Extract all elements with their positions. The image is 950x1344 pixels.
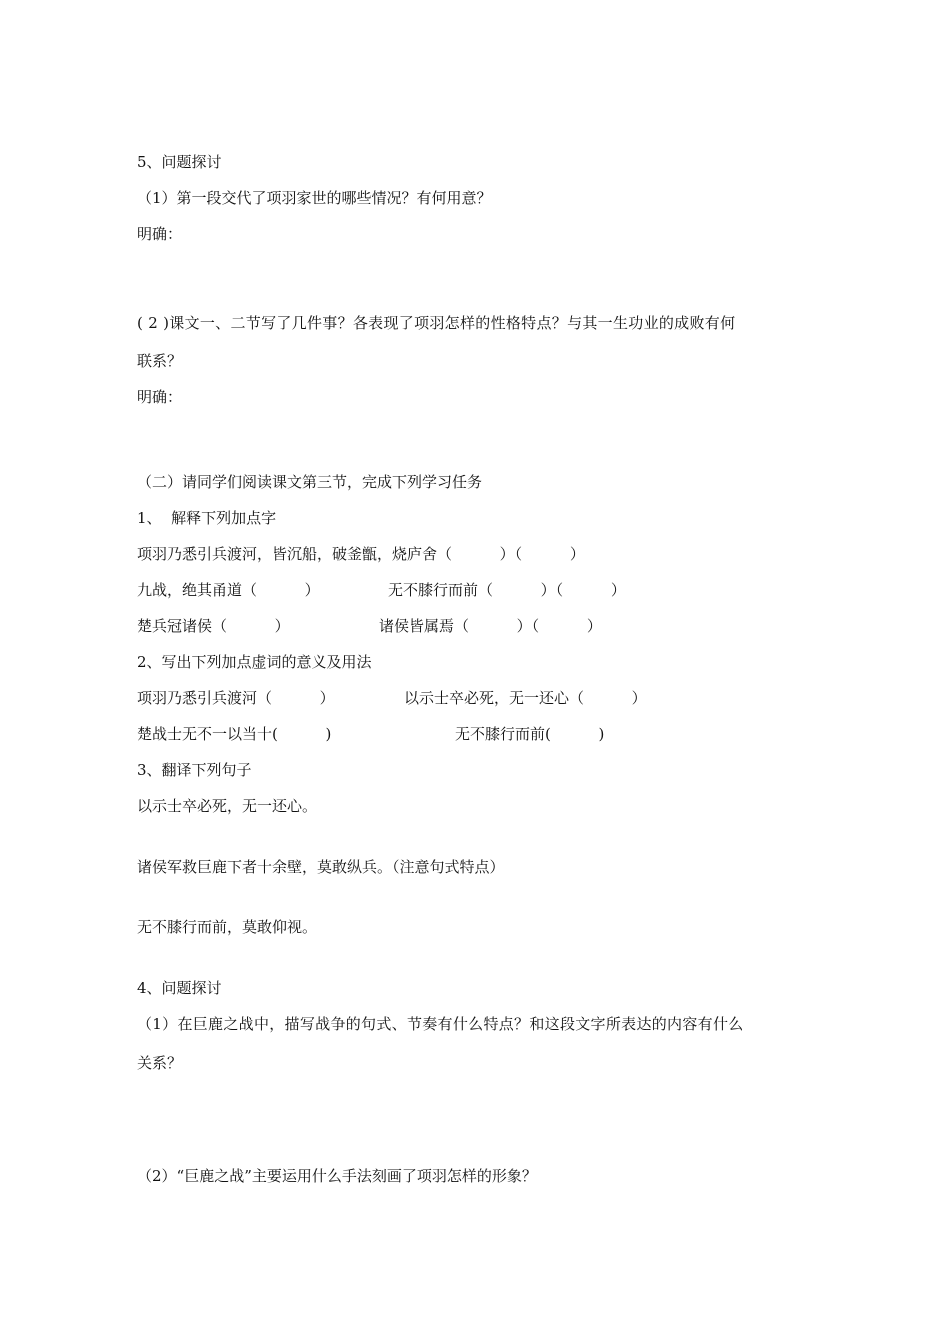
task3-sentence-2: 诸侯军救巨鹿下者十余壁，莫敢纵兵。（注意句式特点） (137, 858, 505, 876)
task3-title: 3、翻译下列句子 (137, 761, 252, 779)
task4-question-1-line2: 关系？ (137, 1054, 183, 1072)
task2-line-2b: 无不膝行而前( ) (455, 725, 605, 743)
task3-sentence-1: 以示士卒必死，无一还心。 (137, 797, 318, 815)
task1-line-1: 项羽乃悉引兵渡河，皆沉船，破釜甑，烧庐舍（ ）（ ） (137, 545, 585, 563)
part2-heading: （二）请同学们阅读课文第三节，完成下列学习任务 (137, 473, 483, 491)
section5-question-1: （1）第一段交代了项羽家世的哪些情况？有何用意？ (137, 189, 492, 207)
task2-line-2a: 楚战士无不一以当十( ) (137, 725, 332, 743)
task1-line-3a: 楚兵冠诸侯（ ） (137, 617, 290, 635)
section5-answer-label-1: 明确： (137, 225, 183, 243)
task2-line-1a: 项羽乃悉引兵渡河（ ） (137, 689, 335, 707)
task1-title: 1、 解释下列加点字 (137, 509, 277, 527)
task1-line-2b: 无不膝行而前（ ）（ ） (388, 581, 626, 599)
task2-line-1b: 以示士卒必死，无一还心（ ） (404, 689, 647, 707)
section5-question-2-line2: 联系？ (137, 352, 183, 370)
task4-title: 4、问题探讨 (137, 979, 222, 997)
section5-title: 5、问题探讨 (137, 153, 222, 171)
task1-line-2a: 九战，绝其甬道（ ） (137, 581, 320, 599)
task1-line-3b: 诸侯皆属焉（ ）（ ） (379, 617, 602, 635)
task2-title: 2、写出下列加点虚词的意义及用法 (137, 653, 372, 671)
section5-answer-label-2: 明确： (137, 388, 183, 406)
task4-question-2: （2）“巨鹿之战”主要运用什么手法刻画了项羽怎样的形象？ (137, 1167, 537, 1185)
section5-question-2-line1: ( 2 )课文一、二节写了几件事？各表现了项羽怎样的性格特点？与其一生功业的成败有何 (137, 314, 736, 332)
task3-sentence-3: 无不膝行而前，莫敢仰视。 (137, 918, 318, 936)
task4-question-1-line1: （1）在巨鹿之战中，描写战争的句式、节奏有什么特点？和这段文字所表达的内容有什么 (137, 1015, 744, 1033)
